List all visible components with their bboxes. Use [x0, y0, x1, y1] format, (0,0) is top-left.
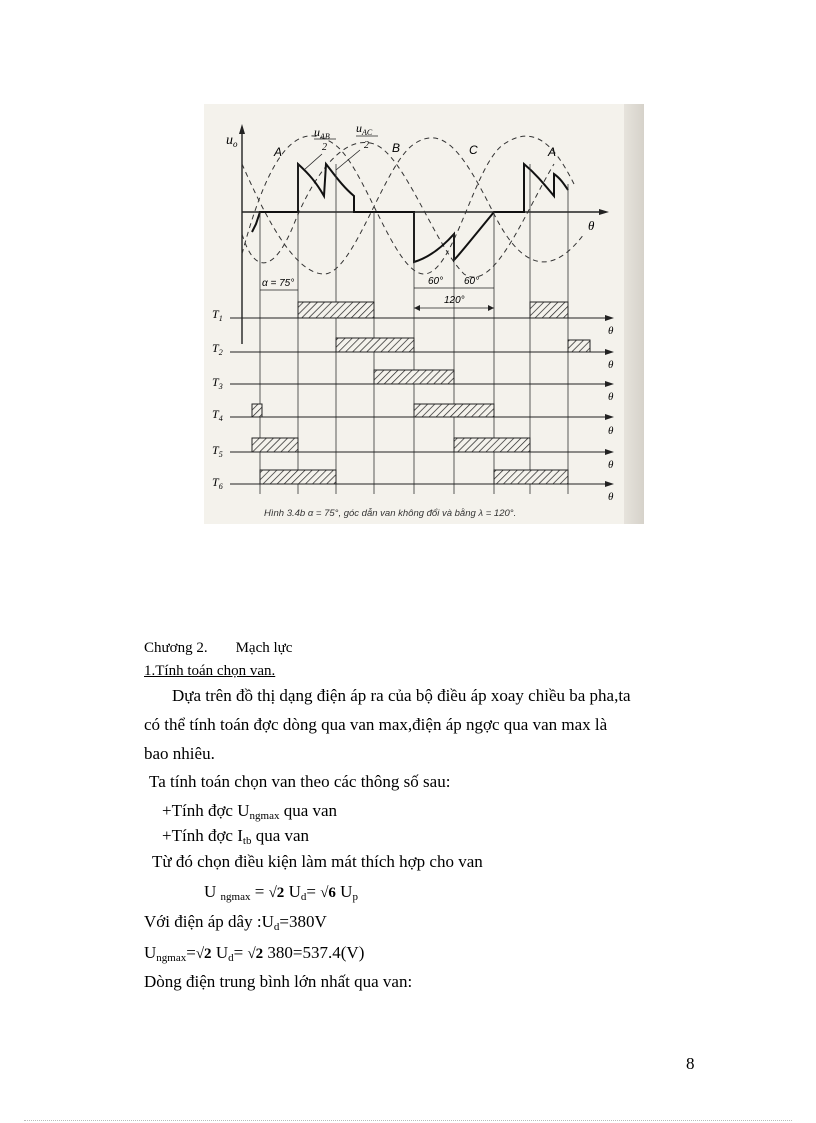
svg-text:θ: θ [608, 459, 614, 471]
item-ungmax: +Tính đợc $U_{ngmax}$ qua van [162, 801, 338, 822]
t1-conduction-1 [298, 302, 374, 318]
t5-conduction-1 [252, 438, 298, 452]
row-t2 [212, 338, 614, 371]
t2-conduction-2 [568, 340, 590, 352]
t5-label: $T_5$ [212, 443, 223, 459]
line-voltage: Với điện áp dây $:U_d=380V$ [144, 912, 327, 933]
section-title: 1.Tính toán chọn van. [144, 663, 276, 679]
row-t4 [212, 404, 614, 437]
t3-conduction-1 [374, 370, 454, 384]
uac-half: 2 [364, 140, 369, 151]
theta-label-main: θ [588, 218, 595, 233]
equation-ungmax-value: $U_{ngmax}=√2$ $U_d= √2$ 380=537.4(V) [144, 943, 365, 964]
figure-caption: Hình 3.4b α = 75°, góc dẫn van không đổi và bằng λ = 120°. [264, 508, 517, 519]
waveform-figure [204, 104, 644, 524]
thyristor-rows [212, 302, 614, 503]
phase-c-wave [242, 142, 557, 277]
uac-label: $u_{AC}$ [356, 121, 373, 137]
output-voltage-wave [252, 164, 568, 262]
u-axis-arrow [239, 124, 245, 134]
equation-ungmax: U $_{ngmax}$ = √2 $U_d= √6$ $U_p$ [204, 882, 358, 903]
t4-conduction-1 [252, 404, 262, 417]
uab-half: 2 [322, 142, 327, 153]
item-itb: +Tính đợc $I_{tb}$ qua van [162, 826, 310, 847]
svg-text:θ: θ [608, 325, 614, 337]
t5-conduction-2 [454, 438, 530, 452]
scan-shadow [624, 104, 644, 524]
phase-label-c: C [469, 143, 478, 157]
angle-60-b: 60° [464, 276, 480, 287]
angle-120: 120° [444, 295, 465, 306]
angle-60-a: 60° [428, 276, 444, 287]
last-line: Dòng điện trung bình lớn nhất qua van: [144, 972, 413, 991]
t6-label: $T_6$ [212, 475, 223, 491]
para1-line1: Dựa trên đồ thị dạng điện áp ra của bộ điều áp xoay chiều ba pha,ta [172, 686, 631, 705]
waveform-diagram [204, 104, 644, 524]
para3: Từ đó chọn điều kiện làm mát thích hợp cho van [152, 852, 483, 871]
axis-u-label: $u_o$ [226, 133, 238, 149]
row-t3 [212, 370, 614, 403]
alpha-label: α = 75° [262, 278, 295, 289]
footer-dotted-line [24, 1120, 792, 1121]
uab-label: $u_{AB}$ [314, 125, 330, 141]
row-t6 [212, 470, 614, 503]
row-t5 [212, 438, 614, 471]
para1-line2: có thể tính toán đợc dòng qua van max,điện áp ngợc qua van max là [144, 715, 608, 734]
svg-text:θ: θ [608, 425, 614, 437]
svg-text:θ: θ [608, 391, 614, 403]
para1-line3: bao nhiêu. [144, 744, 215, 763]
t2-conduction-1 [336, 338, 414, 352]
t4-conduction-2 [414, 404, 494, 417]
phase-label-b: B [392, 141, 401, 155]
t2-label: $T_2$ [212, 341, 223, 357]
t4-label: $T_4$ [212, 407, 223, 423]
svg-text:θ: θ [608, 359, 614, 371]
t1-label: $T_1$ [212, 307, 223, 323]
chapter-heading: Chương 2. Mạch lực [144, 640, 293, 656]
t6-conduction-2 [494, 470, 568, 484]
para2: Ta tính toán chọn van theo các thông số sau: [149, 772, 451, 791]
t3-label: $T_3$ [212, 375, 223, 391]
svg-text:θ: θ [608, 491, 614, 503]
t6-conduction-1 [260, 470, 336, 484]
t1-conduction-2 [530, 302, 568, 318]
row-t1 [212, 302, 614, 337]
page-number: 8 [686, 1054, 695, 1073]
phase-label-a2: A [548, 145, 557, 159]
theta-axis-arrow [599, 209, 609, 215]
phase-label-a: A [274, 145, 283, 159]
